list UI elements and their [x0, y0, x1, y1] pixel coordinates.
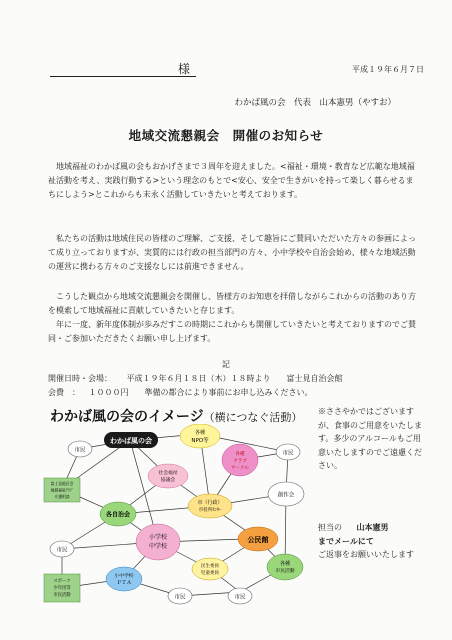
event-fee-label: 会費 ： [48, 388, 80, 397]
diagram-banner [50, 406, 302, 426]
recipient-suffix: 様 [177, 62, 190, 76]
shimin-node-label-5: 市民 [234, 594, 246, 601]
npo-node-label-2: NPO等 [191, 438, 209, 444]
node-green [44, 478, 80, 502]
paragraph-2: 私たちの活動は地域住民の皆様のご理解、ご支援、そして趣旨にご賛同いただいた方々の参画によって成り立っておりますが、実質的には行政の担当部門の方々、小中学校や自治会始め、様々な地域活動の運営に携わる方々のご支援なしには前進できません。 [48, 234, 416, 271]
gyosei-node-label-2: 市役所ｾﾝﾀｰ [198, 508, 222, 513]
npo-node-shape [180, 424, 220, 448]
sousakudan-node-label: 創作会 [277, 492, 295, 499]
green-node-label-2: 地域福祉ｸﾗﾌﾞ [50, 487, 74, 493]
node-npo [180, 424, 220, 448]
pta-node-label-1: 小中学校 [114, 574, 134, 579]
shimin-node-label-1: 市民 [74, 447, 86, 454]
node-pta [106, 567, 142, 591]
shakyo-node-label-2: 協議会 [160, 478, 176, 483]
notes-text: ※ささやかではございますが、食事のご用意をいたします。多少のアルコールもご用意いたしますのでご遠慮ください。 [318, 407, 422, 471]
contact-block [318, 521, 428, 562]
node-minsei [192, 558, 228, 580]
minsei-node-shape [192, 558, 228, 580]
minsei-node-label-2: 児童委員 [201, 571, 219, 576]
shakyo-node-shape [148, 464, 188, 488]
node-shakyo [148, 464, 188, 488]
paragraph-3: こうした観点から地域交流懇親会を開催し、皆様方のお知恵を拝借しながらこれからの活動のあり方を模索して地域福祉に貢献していきたいと存じます。 [48, 292, 416, 315]
node-shimin-4 [168, 588, 192, 604]
sports-node-label-2: 少年団等 [53, 586, 71, 591]
contact-name: 山本憲男 [356, 522, 389, 532]
node-school [136, 524, 180, 560]
pta-node-label-2: ＰＴＡ [116, 580, 132, 586]
center-node-label: わかば風の会 [110, 437, 152, 445]
shimin-node-label-2: 市民 [282, 450, 294, 457]
fukushi-node-label-1: 各種 [279, 561, 291, 567]
node-jichikai [100, 502, 136, 526]
minsei-node-label-1: 民生委員 [201, 564, 219, 569]
node-club [222, 444, 258, 476]
diagram-banner-subtitle: （横につなぐ活動） [203, 411, 303, 424]
node-shimin-2 [276, 444, 300, 460]
document-date: 平成１９年６月７日 [352, 65, 424, 74]
sports-node-label-3: 市民活動 [53, 593, 71, 598]
pta-node-shape [106, 567, 142, 591]
shakyo-node-label-1: 社会福祉 [158, 471, 178, 476]
recipient-line [50, 62, 196, 77]
node-shimin-3 [50, 541, 74, 557]
contact-rest: ご返事をお願いいたします [318, 550, 414, 560]
node-fukushi [267, 554, 303, 580]
network-diagram [40, 424, 312, 620]
node-shimin-1 [68, 441, 92, 457]
event-fee-value: １０００円 準備の都合により事前にお申し込みください。 [88, 388, 313, 397]
kominkan-node-label: 公民館 [247, 536, 269, 544]
diagram-banner-title: わかば風の会のイメージ [50, 409, 204, 425]
node-sports [44, 574, 80, 602]
event-datetime-value: 平成１９年６月１８日（木）１８時より 富士見自治会館 [126, 374, 343, 383]
contact-line2: までメールにて [318, 535, 374, 546]
node-kominkan [238, 527, 278, 551]
school-node-shape [136, 524, 180, 560]
shimin-node-label-4: 市民 [174, 594, 186, 601]
fukushi-node-label-2: 市民活動 [275, 569, 295, 574]
npo-node-label-1: 各種 [194, 430, 206, 436]
sports-node-label-1: スポーツ [53, 579, 71, 584]
school-node-label-2: 中学校 [148, 543, 168, 550]
event-datetime [48, 373, 343, 384]
contact-prefix: 担当の [318, 523, 342, 532]
club-node-label-2: クラブ [233, 459, 247, 464]
jichikai-node-label: 各自治会 [105, 511, 131, 519]
sender-name: わかば風の会 代表 山本憲男（やすお） [234, 98, 396, 108]
gyosei-node-shape [188, 494, 232, 518]
node-center [104, 432, 158, 448]
paragraph-4: 年に一度、新年度体制が歩みだすこの時期にこれからも開催していきたいと考えておりますのでご賛同・ご参加いただきたくお願い申し上げます。 [48, 320, 416, 343]
paragraph-1: 地域福祉のわかば風の会もおかげさまで３周年を迎えました。<福祉・環境・教育など広範な地域福祉活動を考え、実践行動する>という理念のもとで<安心、安全で生きがいを持って楽しく暮らせるまちにしよう>とこれからも末永く活動していきたいと考えております。 [48, 162, 415, 199]
school-node-label-1: 小学校 [148, 534, 168, 541]
club-node-label-3: サークル [231, 466, 249, 471]
club-node-label-1: 各種 [235, 452, 245, 457]
shimin-node-label-3: 市民 [56, 547, 68, 554]
event-datetime-label: 開催日時・会場： [48, 374, 112, 383]
gyosei-node-label-1: 市（行政） [197, 500, 223, 506]
page-title: 地域交流懇親会 開催のお知らせ [128, 128, 324, 143]
event-fee [48, 387, 313, 398]
green-node-label-1: 富士見地区会 [50, 481, 74, 486]
green-node-label-3: 介護相談 [54, 494, 70, 499]
node-sousakudan [268, 482, 304, 506]
node-gyosei [188, 494, 232, 518]
node-shimin-5 [228, 588, 252, 604]
ki-marker: 記 [222, 360, 230, 369]
fukushi-node-shape [267, 554, 303, 580]
